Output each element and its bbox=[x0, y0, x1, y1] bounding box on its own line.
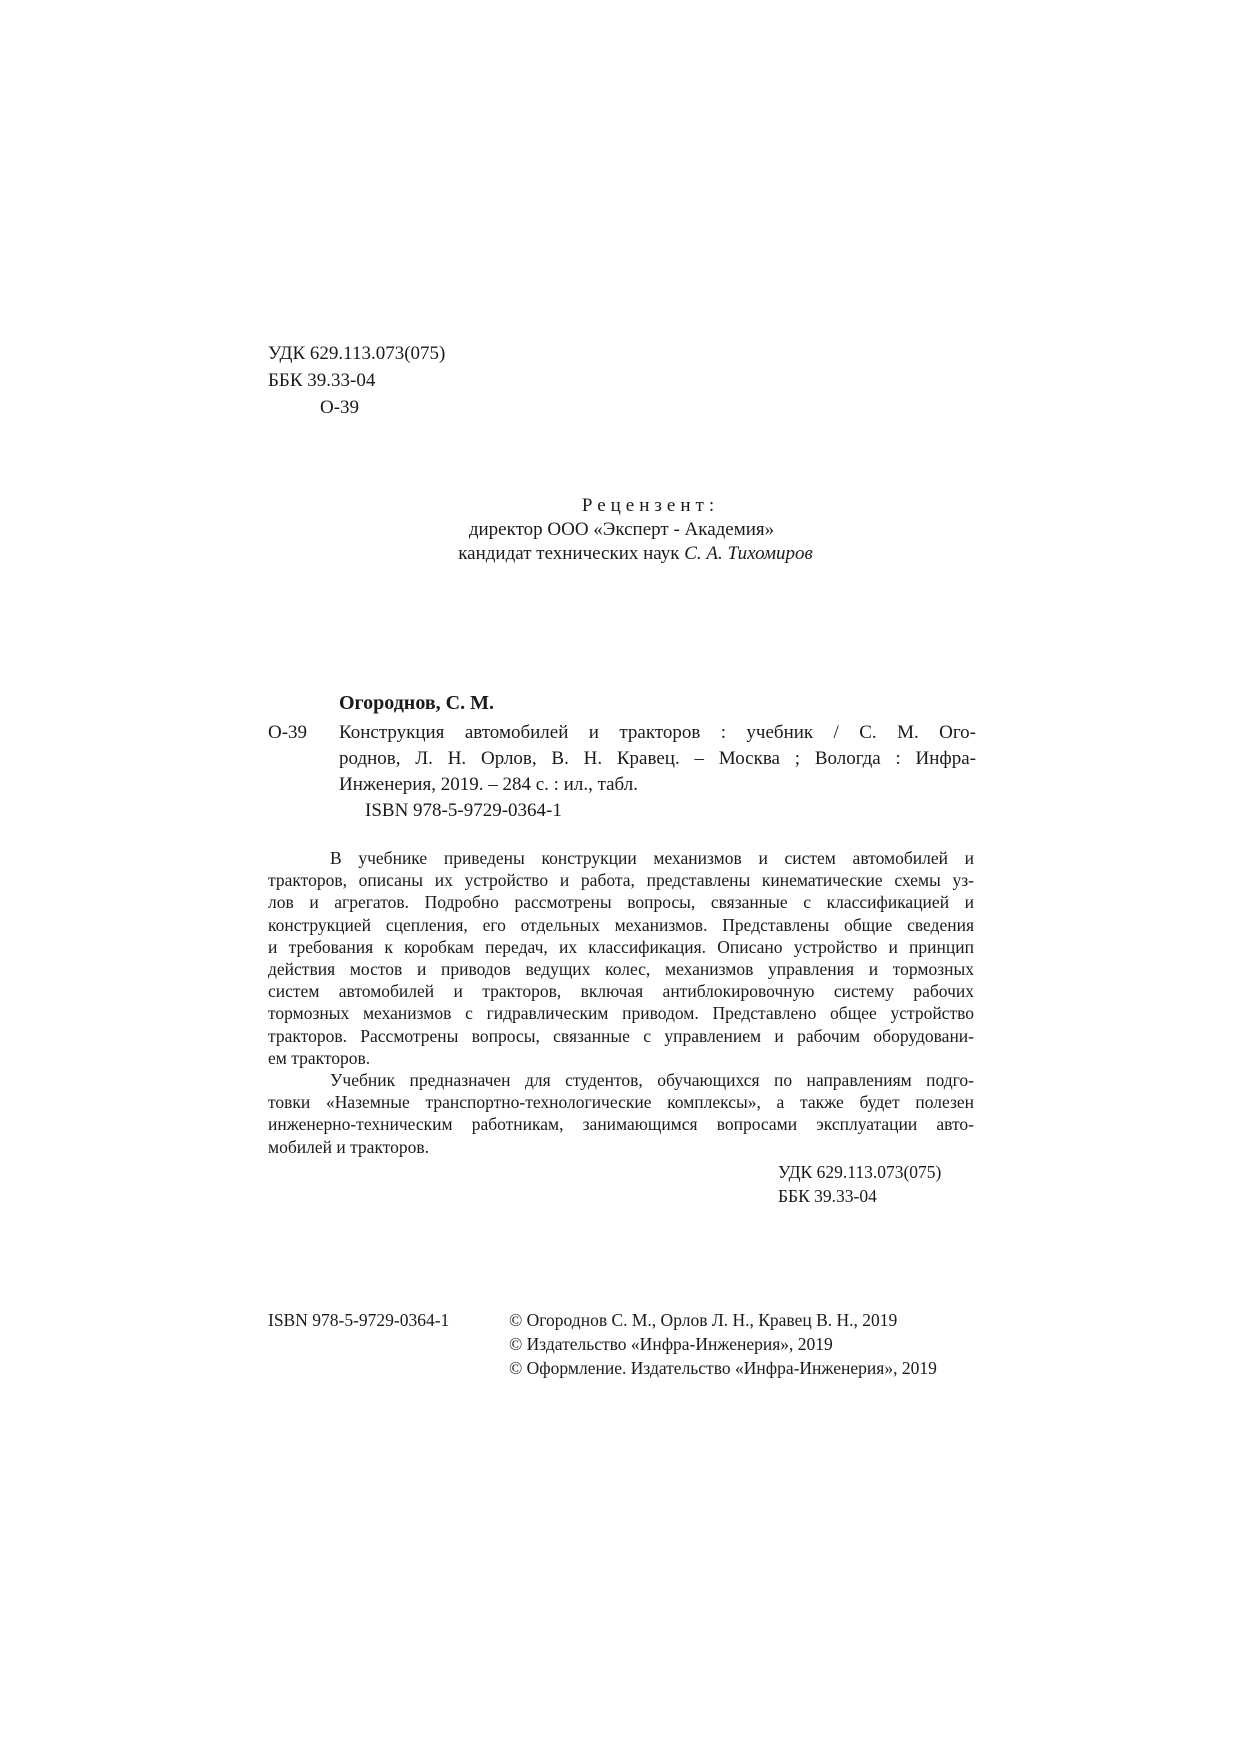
annotation-line: конструкцией сцепления, его отдельных механизмов. Представлены общие сведения bbox=[268, 914, 974, 935]
author-mark: О-39 bbox=[320, 397, 360, 418]
copyright-line: © Издательство «Инфра-Инженерия», 2019 bbox=[509, 1334, 833, 1354]
annotation-line: В учебнике приведены конструкции механизмов и систем автомобилей и bbox=[330, 848, 974, 868]
reviewer-block bbox=[0, 494, 1241, 566]
record-line: роднов, Л. Н. Орлов, В. Н. Кравец. – Москва ; Вологда : Инфра- bbox=[339, 748, 976, 769]
copyright-block bbox=[509, 1308, 937, 1380]
record-isbn: ISBN 978-5-9729-0364-1 bbox=[365, 800, 562, 821]
footer-udk: УДК 629.113.073(075) bbox=[778, 1162, 942, 1182]
footer-codes bbox=[778, 1160, 941, 1208]
annotation-line: инженерно-техническим работникам, занимающимся вопросами эксплуатации авто- bbox=[268, 1114, 974, 1135]
annotation-line: лов и агрегатов. Подробно рассмотрены вопросы, связанные с классификацией и bbox=[268, 892, 974, 913]
record-description bbox=[339, 720, 976, 824]
copyright-line: © Оформление. Издательство «Инфра-Инженерия», 2019 bbox=[509, 1358, 937, 1378]
reviewer-degree-text: кандидат технических наук bbox=[458, 543, 685, 564]
record-author: Огороднов, С. М. bbox=[339, 692, 494, 714]
annotation-line: мобилей и тракторов. bbox=[268, 1136, 430, 1157]
annotation-line: тракторов, описаны их устройство и работа, представлены кинематические схемы уз- bbox=[268, 870, 974, 891]
annotation-line: Учебник предназначен для студентов, обучающихся по направлениям подго- bbox=[330, 1070, 974, 1091]
annotation bbox=[268, 847, 974, 1158]
record-author-mark: О-39 bbox=[268, 722, 308, 743]
annotation-line: действия мостов и приводов ведущих колес, механизмов управления и тормозных bbox=[268, 959, 974, 980]
record-line: Конструкция автомобилей и тракторов : учебник / С. М. Ого- bbox=[339, 722, 976, 743]
annotation-line: систем автомобилей и тракторов, включая антиблокировочную систему рабочих bbox=[268, 981, 974, 1002]
reviewer-name: С. А. Тихомиров bbox=[684, 543, 813, 564]
classification-codes bbox=[268, 340, 445, 421]
reviewer-position: директор ООО «Эксперт - Академия» bbox=[468, 519, 775, 540]
annotation-line: тормозных механизмов с гидравлическим приводом. Представлено общее устройство bbox=[268, 1003, 974, 1024]
annotation-line: тракторов. Рассмотрены вопросы, связанные с управлением и рабочим оборудовани- bbox=[268, 1025, 974, 1046]
bbk-code: ББК 39.33-04 bbox=[268, 370, 376, 391]
footer-bbk: ББК 39.33-04 bbox=[778, 1186, 877, 1206]
reviewer-heading: Рецензент: bbox=[581, 495, 720, 516]
copyright-isbn: ISBN 978-5-9729-0364-1 bbox=[268, 1310, 450, 1330]
annotation-line: ем тракторов. bbox=[268, 1047, 371, 1068]
annotation-line: и требования к коробкам передач, их классификация. Описано устройство и принцип bbox=[268, 936, 974, 957]
annotation-line: товки «Наземные транспортно-технологические комплексы», а также будет полезен bbox=[268, 1092, 974, 1113]
reviewer-degree bbox=[0, 542, 1241, 566]
udk-code: УДК 629.113.073(075) bbox=[268, 343, 446, 364]
copyright-line: © Огороднов С. М., Орлов Л. Н., Кравец В. Н., 2019 bbox=[509, 1310, 898, 1330]
record-line: Инженерия, 2019. – 284 с. : ил., табл. bbox=[339, 774, 638, 795]
